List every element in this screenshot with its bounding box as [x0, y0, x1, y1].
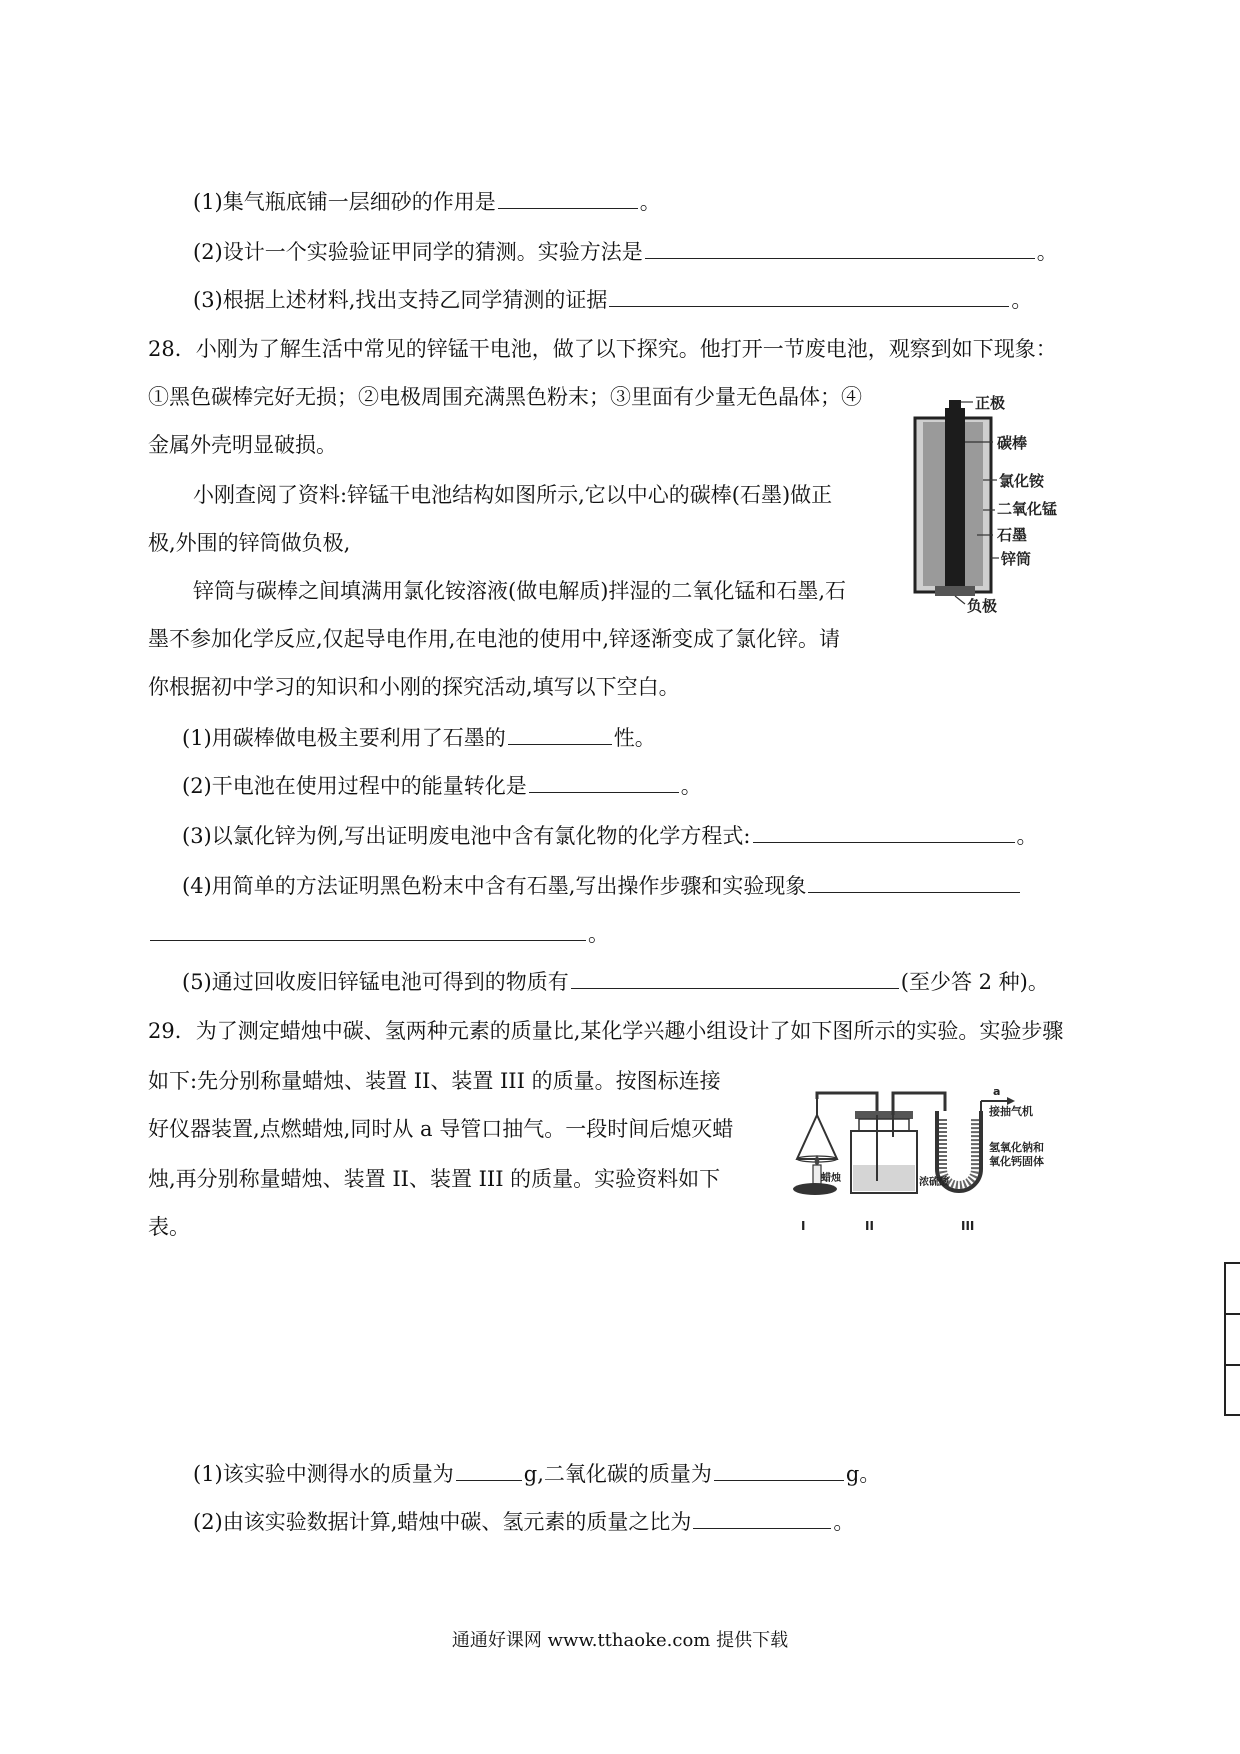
q27-sub1-text: (1)集气瓶底铺一层细砂的作用是	[193, 190, 496, 214]
q28-sub4-blank[interactable]	[808, 870, 1020, 893]
q27-sub3	[193, 284, 1032, 315]
q27-sub1-end: 。	[639, 190, 661, 214]
q28-sub1-text: (1)用碳棒做电极主要利用了石墨的	[182, 726, 506, 750]
q29-sub1-mid: g,二氧化碳的质量为	[523, 1462, 712, 1486]
q28-sub4-blank2[interactable]	[150, 918, 586, 941]
q28-sub4-text: (4)用简单的方法证明黑色粉末中含有石墨,写出操作步骤和实验现象	[182, 874, 807, 898]
label-pump: 接抽气机	[989, 1105, 1033, 1118]
q29-sub2-end: 。	[833, 1510, 855, 1534]
q28-sub5	[182, 966, 1049, 997]
label-device-3: III	[961, 1219, 975, 1233]
q29-sub2-blank[interactable]	[693, 1506, 831, 1529]
q28-sub1	[182, 722, 656, 753]
q29-line5: 表。	[148, 1215, 190, 1239]
apparatus-diagram	[775, 1085, 1065, 1240]
q27-sub3-blank[interactable]	[609, 284, 1009, 307]
q29-line4: 烛,再分别称量蜡烛、装置 II、装置 III 的质量。实验资料如下	[148, 1167, 721, 1191]
q27-sub1-blank[interactable]	[498, 186, 638, 209]
label-conc-acid: 浓硫酸	[919, 1177, 949, 1188]
q28-sub3	[182, 820, 1038, 851]
q29-line1: 29．为了测定蜡烛中碳、氢两种元素的质量比,某化学兴趣小组设计了如下图所示的实验。实验步骤	[148, 1019, 1064, 1043]
q28-sub2	[182, 770, 702, 801]
q27-sub2-text: (2)设计一个实验验证甲同学的猜测。实验方法是	[193, 240, 643, 264]
label-device-2: II	[865, 1219, 874, 1233]
negative-base-shape	[935, 586, 975, 596]
label-a: a	[993, 1085, 1001, 1098]
label-mno2: 二氧化锰	[997, 500, 1058, 518]
label-solid-2: 氧化钙固体	[989, 1155, 1044, 1168]
label-zinc-can: 锌筒	[1001, 550, 1032, 568]
q29-sub2	[193, 1506, 854, 1537]
margin-table-edge	[1224, 1262, 1240, 1416]
q28-intro: 28．小刚为了解生活中常见的锌锰干电池，做了以下探究。他打开一节废电池，观察到如下现象：	[148, 337, 1057, 361]
label-carbon-rod: 碳棒	[997, 434, 1028, 452]
q28-sub1-blank[interactable]	[508, 722, 612, 745]
q28-sub5-blank[interactable]	[571, 966, 899, 989]
q28-observations-1: ①黑色碳棒完好无损；②电极周围充满黑色粉末；③里面有少量无色晶体；④	[148, 385, 862, 409]
battery-diagram	[905, 390, 1075, 615]
q28-sub3-text: (3)以氯化锌为例,写出证明废电池中含有氯化物的化学方程式:	[182, 824, 751, 848]
q27-sub2	[193, 236, 1058, 267]
positive-cap-shape	[949, 400, 961, 410]
q29-line3: 好仪器装置,点燃蜡烛,同时从 a 导管口抽气。一段时间后熄灭蜡	[148, 1117, 734, 1141]
q28-sub4-end: 。	[588, 922, 609, 946]
q27-sub3-text: (3)根据上述材料,找出支持乙同学猜测的证据	[193, 288, 608, 312]
q28-sub3-end: 。	[1016, 824, 1038, 848]
page-footer: 通通好课网 www.tthaoke.com 提供下载	[451, 1630, 789, 1651]
q28-para2-3: 你根据初中学习的知识和小刚的探究活动,填写以下空白。	[148, 675, 680, 699]
q28-sub4-cont	[148, 918, 609, 949]
q28-sub5-text: (5)通过回收废旧锌锰电池可得到的物质有	[182, 970, 569, 994]
carbon-rod-shape	[945, 408, 965, 586]
label-device-1: I	[801, 1219, 806, 1233]
q28-sub1-end: 性。	[613, 726, 656, 750]
q28-sub5-end: (至少答 2 种)。	[900, 970, 1049, 994]
label-solid-1: 氢氧化钠和	[989, 1141, 1044, 1154]
q27-sub2-end: 。	[1036, 240, 1058, 264]
q28-sub3-blank[interactable]	[753, 820, 1015, 843]
q28-sub2-text: (2)干电池在使用过程中的能量转化是	[182, 774, 527, 798]
q28-sub2-blank[interactable]	[529, 770, 679, 793]
q29-sub1-end: g。	[845, 1462, 881, 1486]
q29-sub1-blank-co2[interactable]	[714, 1458, 844, 1481]
candle-base-shape	[793, 1183, 837, 1195]
q29-sub1-text: (1)该实验中测得水的质量为	[193, 1462, 454, 1486]
q27-sub1	[193, 186, 661, 217]
label-positive: 正极	[975, 394, 1006, 412]
q29-sub1	[193, 1458, 880, 1489]
q28-para2-1: 锌筒与碳棒之间填满用氯化铵溶液(做电解质)拌湿的二氧化锰和石墨,石	[193, 579, 847, 603]
label-candle: 蜡烛	[821, 1173, 841, 1184]
q28-sub2-end: 。	[680, 774, 702, 798]
q29-sub1-blank-water[interactable]	[456, 1458, 522, 1481]
q28-para2-2: 墨不参加化学反应,仅起导电作用,在电池的使用中,锌逐渐变成了氯化锌。请	[148, 627, 841, 651]
q28-para1-2: 极,外围的锌筒做负极,	[148, 531, 351, 555]
label-negative: 负极	[967, 597, 998, 615]
q29-line2: 如下:先分别称量蜡烛、装置 II、装置 III 的质量。按图标连接	[148, 1069, 721, 1093]
q28-sub4	[182, 870, 1022, 901]
q28-observations-2: 金属外壳明显破损。	[148, 433, 337, 457]
q27-sub2-blank[interactable]	[645, 236, 1035, 259]
funnel-shape	[797, 1115, 837, 1159]
q29-sub2-text: (2)由该实验数据计算,蜡烛中碳、氢元素的质量之比为	[193, 1510, 692, 1534]
q27-sub3-end: 。	[1011, 288, 1033, 312]
acid-liquid-shape	[853, 1165, 915, 1191]
label-graphite: 石墨	[997, 526, 1028, 544]
q28-para1-1: 小刚查阅了资料:锌锰干电池结构如图所示,它以中心的碳棒(石墨)做正	[193, 483, 833, 507]
label-ammonium-chloride: 氯化铵	[999, 472, 1045, 490]
